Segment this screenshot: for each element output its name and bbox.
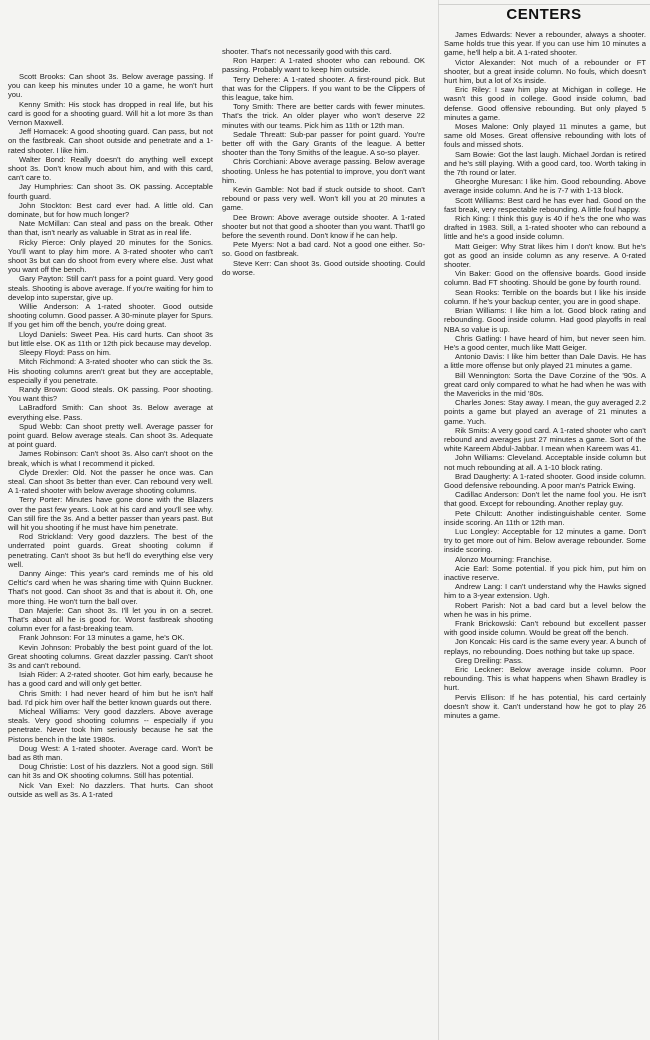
player-entry (444, 288, 646, 306)
player-comment: Pass. (503, 655, 523, 665)
player-entry (222, 157, 425, 185)
player-name: Kenny Smith: (19, 99, 66, 109)
player-name: Willie Anderson: (19, 302, 79, 312)
player-comment: Can shoot 3s. OK passing. Acceptable fourth guard. (8, 182, 213, 201)
player-entry (8, 744, 213, 762)
player-entry (222, 56, 425, 74)
player-comment: No dazzlers. That hurts. Can shoot outside as well as 3s. A 1-rated (8, 780, 213, 799)
player-name: Sleepy Floyd: (19, 348, 66, 358)
player-comment: Can shoot 3s. Good outside shooting. Could do worse. (222, 258, 425, 277)
player-entry (8, 385, 213, 403)
right-column (444, 30, 646, 1037)
player-entry (222, 213, 425, 241)
player-comment: A 1-rated shooter who can rebound. OK passing. Probably want to keep him outside. (222, 56, 425, 75)
player-name: Jeff Hornacek: (19, 127, 69, 137)
player-name: Nate McMillan: (19, 219, 71, 229)
player-name: Randy Brown: (19, 384, 68, 394)
player-name: Scott Brooks: (19, 72, 66, 81)
section-heading: CENTERS (506, 6, 582, 23)
player-name: Tony Smith: (233, 102, 274, 112)
player-entry (8, 72, 213, 100)
player-entry (8, 100, 213, 128)
player-name: Terry Dehere: (233, 74, 281, 84)
player-comment: Can steal and pass on the break. Other than that, isn't nearly as valuable in Strat as in real life. (8, 219, 213, 238)
player-name: Nick Van Exel: (19, 780, 75, 790)
player-comment: Only played 20 minutes for the Sonics. You'll want to play him more. A 3-rated shooter who can't shoot 3s but can do shoot from every where else. Just what you want off the bench. (8, 237, 213, 275)
player-name: Greg Dreiling: (455, 655, 502, 665)
player-comment: A 2-rated shooter. Got him early, because he has a good card and will only get better. (8, 670, 213, 689)
player-entry (444, 527, 646, 555)
player-entry (444, 564, 646, 582)
player-comment: Another indistinguishable center. Some inside scoring. An 11th or 12th man. (444, 508, 646, 527)
player-entry (222, 185, 425, 213)
player-comment: I like him a lot. Good block rating and rebounding. Good inside column. Had good playoffs in real NBA so value is up. (444, 306, 646, 334)
player-comment: Cleveland. Acceptable inside column but not much rebounding at all. A 1-10 block rating. (444, 453, 646, 472)
player-entry (8, 238, 213, 275)
player-name: Spud Webb: (19, 421, 63, 431)
player-entry (444, 426, 646, 454)
player-comment: Old. Not the passer he once was. Can steal. Can shoot 3s better than ever. Can rebound very well. A 1-rated shooter with below average shooting columns. (8, 467, 213, 496)
player-comment: Can shoot 3s. Below average at everything else. Pass. (8, 403, 213, 422)
player-entry (444, 582, 646, 600)
player-comment: His card is the same every year. A bunch of replays, no rebounding. Does nothing but take up space. (444, 637, 646, 656)
player-comment: Franchise. (516, 554, 552, 564)
player-entry (444, 371, 646, 399)
player-entry (444, 85, 646, 122)
player-name: Chris Gatling: (455, 333, 502, 343)
player-name: Bill Wennington: (455, 370, 511, 380)
player-name: Alonzo Mourning: (455, 554, 515, 564)
player-comment: Sweet Pea. His card hurts. Can shoot 3s but little else. OK as 11th or 12th pick because may develop. (8, 329, 213, 348)
heading-rule (438, 4, 650, 5)
player-entry (8, 643, 213, 671)
player-comment: Not a bad card but a level below the when he was in his prime. (444, 600, 646, 619)
player-name: Steve Kerr: (233, 258, 272, 268)
player-name: Frank Johnson: (19, 633, 72, 643)
player-entry (444, 656, 646, 665)
player-comment: Some potential. If you pick him, put him on inactive reserve. (444, 563, 646, 582)
player-entry (444, 306, 646, 334)
player-entry (444, 196, 646, 214)
player-comment: Probably the best point guard of the lot. Great shooting columns. Great dazzler passing. Can't shoot 3s and can't rebound. (8, 642, 213, 670)
player-entry (8, 274, 213, 302)
player-entry (8, 182, 213, 200)
player-name: Dan Majerle: (19, 605, 64, 615)
column-divider (438, 0, 439, 1040)
player-name: Rik Smits: (455, 425, 490, 435)
player-comment: Can shoot 3s. Below average passing. If you can keep his minutes under 10 a game, he won't hurt you. (8, 72, 213, 100)
player-entry (444, 398, 646, 426)
player-comment: I had never heard of him but he isn't half bad. I'd pick him over half the better known guards out there. (8, 688, 213, 707)
player-comment: Sub-par passer for point guard. You're better off with the Gary Grants of the league. A better shooter than the Tony Smiths of the league. A so-so player. (222, 129, 425, 158)
player-comment: A 1-rated shooter. A first-round pick. But that was for the Clippers. If you want to be the Clippers of this league, take him. (222, 74, 425, 103)
player-comment: Really doesn't do anything well except shoot 3s. Don't know much about him, and with this card, can't care to. (8, 154, 213, 183)
player-entry (444, 177, 646, 195)
player-entry (8, 495, 213, 532)
player-comment: Not much of a rebounder or FT shooter, but a great inside column. No fouls, which doesn't hurt him, but a lot of Xs inside. (444, 57, 646, 86)
player-name: Vin Baker: (455, 269, 492, 279)
player-comment: Good on the offensive boards. Good inside column. Bad FT shooting. Should be gone by fourth round. (444, 269, 646, 288)
player-entry (8, 330, 213, 348)
player-name: Walter Bond: (19, 154, 66, 164)
player-comment: I have heard of him, but never seen him. He's a good center, much like Matt Geiger. (444, 333, 646, 352)
player-entry (8, 689, 213, 707)
player-name: Jay Humphries: (19, 182, 74, 192)
player-name: Doug West: (19, 743, 61, 753)
player-entry (444, 122, 646, 150)
player-entry (8, 155, 213, 183)
player-entry (444, 214, 646, 242)
player-name: Matt Geiger: (455, 241, 498, 251)
player-entry (444, 352, 646, 370)
player-comment: Terrible on the boards but I like his inside column. If he's your backup center, you are in good shape. (444, 287, 646, 306)
player-name: Micheal Williams: (19, 707, 80, 717)
player-comment: Can shoot pretty well. Average passer for point guard. Below average steals. Can shoot 3s. Adequate at point guard. (8, 421, 213, 450)
player-name: Chris Corchiani: (233, 157, 288, 167)
player-comment: I can't understand why the Hawks signed him to a 3-year extension. Ugh. (444, 582, 646, 601)
player-entry (444, 601, 646, 619)
player-comment: A good shooting guard. Can pass, but not on the fastbreak. Can shoot outside and penetrate and a 1-rated shooter. I like him. (8, 127, 213, 155)
player-name: Eric Leckner: (455, 665, 504, 675)
player-comment: I like him. Good rebounding. Above average inside column. And he is 7-7 with 1-13 block. (444, 177, 646, 196)
player-comment: Never a rebounder, always a shooter. Same holds true this year. If you can use him 10 minutes a game, he'll help a bit. A 1-rated shooter. (444, 30, 646, 58)
player-entry (444, 665, 646, 693)
player-comment: I saw him play at Michigan in college. He wasn't this good in college. Good inside column, bad defense. Good offensive rebounding. But only played 5 minutes a game. (444, 85, 646, 122)
middle-column (222, 47, 425, 377)
player-comment: A very good card. A 1-rated shooter who can't rebound and averages just 27 minutes a game. Sort of the white Kareem Abdul-Jabbar. I mean when Kareem was 41. (444, 425, 646, 454)
player-entry (8, 781, 213, 799)
player-comment: Still can't pass for a point guard. Very good steals. Shooting is above average. If you're waiting for him to develop into superstar, give up. (8, 274, 213, 302)
player-comment: Why Strat likes him I don't know. But he's got as good an inside column as any reserve. A 0-rated shooter. (444, 241, 646, 270)
player-name: Andrew Lang: (455, 582, 503, 592)
player-comment: A 1-rated shooter. Good inside column. Good defensive rebounding. A poor man's Patrick Ewing. (444, 471, 646, 490)
player-comment: shooter. That's not necessarily good with this card. (222, 47, 392, 56)
player-name: James Robinson: (19, 449, 79, 459)
player-comment: Sorta the Dave Corzine of the '90s. A great card only compared to what he had when he was with the Mavericks in the mid '80s. (444, 370, 646, 398)
player-entry (8, 357, 213, 385)
player-comment: A 1-rated shooter. Average card. Won't be bad as 8th man. (8, 743, 213, 763)
player-entry (8, 532, 213, 569)
player-entry (8, 219, 213, 237)
player-name: Isiah Rider: (19, 670, 58, 680)
player-name: Pervis Ellison: (455, 692, 506, 702)
player-entry (8, 201, 213, 219)
player-comment: Can't rebound but excellent passer with good inside column. Would be great off the bench. (444, 619, 646, 638)
player-name: Jon Koncak: (455, 637, 497, 647)
player-comment: Above average outside shooter. A 1-rated shooter but not that good a shooter than you want. That'll go before the seventh round. Don't know if he can help. (222, 212, 425, 241)
player-entry (222, 259, 425, 277)
player-name: Dee Brown: (233, 212, 275, 222)
player-entry (222, 130, 425, 158)
player-entry (8, 762, 213, 780)
player-name: Lloyd Daniels: (19, 329, 68, 339)
player-comment: A 1-rated shooter. Good outside shooting column. Good passer. A 30-minute player for Spurs. If you get him off the bench, you're doing great. (8, 302, 213, 330)
player-entry (444, 30, 646, 58)
player-name: Terry Porter: (19, 495, 63, 505)
player-entry (8, 569, 213, 606)
player-entry (444, 619, 646, 637)
player-comment: A 3-rated shooter who can stick the 3s. His shooting columns aren't great but they are acceptable, especially if you penetrate. (8, 357, 213, 385)
player-name: Kevin Johnson: (19, 642, 72, 652)
player-comment: Best card he has ever had. Good on the fast break, very respectable rebounding. A little foul happy. (444, 195, 646, 214)
player-comment: His stock has dropped in real life, but his card is good for a shooting guard. Will hit a lot more 3s than Vernon Maxwell. (8, 99, 213, 128)
player-name: Gary Payton: (19, 274, 64, 284)
player-comment: Not a bad card. Not a good one either. So-so. Good on fastbreak. (222, 240, 425, 259)
player-name: Ron Harper: (233, 56, 277, 66)
player-entry (222, 240, 425, 258)
player-entry (8, 606, 213, 634)
player-entry (8, 633, 213, 642)
player-name: Frank Brickowski: (455, 619, 517, 628)
player-entry (444, 637, 646, 655)
player-entry (8, 449, 213, 467)
player-entry (444, 58, 646, 86)
player-name: Eric Riley: (455, 85, 491, 95)
player-comment: There are better cards with fewer minutes. That's the trick. An older player who won't deserve 22 minutes with our teams. Pick him as 11th or 12th man. (222, 102, 425, 130)
player-comment: Above average passing. Below average shooting. Unless he has potential to improve, you don't want him. (222, 157, 425, 185)
player-entry (444, 509, 646, 527)
player-name: Moses Malone: (455, 122, 509, 132)
player-entry (8, 302, 213, 330)
player-entry (8, 403, 213, 421)
player-name: Antonio Davis: (455, 352, 505, 362)
player-entry (8, 468, 213, 496)
player-comment: If he has potential, his card certainly doesn't show it. Can't understand how he got to play 26 minutes a game. (444, 692, 646, 721)
player-entry (444, 242, 646, 270)
player-name: Pete Chilcutt: (455, 508, 503, 518)
player-entry (444, 490, 646, 508)
player-comment: Acceptable for 12 minutes a game. Don't try to get more out of him. Below average rebounder. Some inside scoring. (444, 526, 646, 555)
player-comment: For 13 minutes a game, he's OK. (73, 633, 185, 643)
player-comment: Got the last laugh. Michael Jordan is retired and he's still playing. With a good card, too. Worth taking in the 7th round or later. (444, 149, 646, 178)
player-name: Ricky Pierce: (19, 237, 66, 247)
player-entry (8, 422, 213, 450)
left-column (8, 72, 213, 1037)
player-entry (444, 555, 646, 564)
player-entry (444, 693, 646, 721)
player-entry (8, 670, 213, 688)
player-name: Scott Williams: (455, 195, 506, 205)
player-comment: This year's card reminds me of his old Celtic's card when he was sharing time with Quinn Buckner. That's not good. Can shoot 3s and that is about it. Oh, one more thing. He won't turn the ball over. (8, 568, 213, 606)
player-comment: Below average inside column. Poor rebounding. This is what happens when Shawn Bradley is hurt. (444, 665, 646, 693)
player-name: Cadillac Anderson: (455, 490, 520, 500)
player-name: Danny Ainge: (19, 568, 67, 578)
player-entry (444, 453, 646, 471)
player-name: Pete Myers: (233, 240, 275, 250)
player-comment: Good steals. OK passing. Poor shooting. You want this? (8, 384, 213, 404)
player-name: Clyde Drexler: (19, 467, 69, 477)
player-name: John Williams: (455, 453, 505, 463)
player-entry (8, 127, 213, 155)
player-name: Brad Daugherty: (455, 471, 511, 481)
player-comment: Can't shoot 3s. Also can't shoot on the break, which is what I recommend it picked. (8, 449, 213, 468)
player-comment: I like him better than Dale Davis. He has a little more offense but only played 21 minutes a game. (444, 352, 646, 371)
player-name: Victor Alexander: (455, 57, 516, 67)
player-entry (222, 75, 425, 103)
player-entry (8, 707, 213, 744)
player-name: Rich King: (455, 214, 491, 224)
player-comment: Best card ever had. A little old. Can dominate, but for how much longer? (8, 200, 213, 220)
player-comment: Stay away. I mean, the guy averaged 2.2 points a game but played an average of 21 minutes a game. Yuch. (444, 398, 646, 426)
player-entry (444, 150, 646, 178)
player-comment: Very good dazzlers. Above average steals. Very good shooting columns -- especially if you penetrate. Never took him seriously because he sat the Pistons bench in the late 1980s. (8, 707, 213, 744)
player-name: Robert Parish: (455, 600, 506, 610)
player-name: John Stockton: (19, 200, 72, 210)
player-comment: Only played 11 minutes a game, but same old Moses. Great offensive rebounding with lots of fouls and missed shots. (444, 122, 646, 150)
player-entry (444, 472, 646, 490)
player-name: LaBradford Smith: (19, 403, 84, 413)
player-entry (8, 348, 213, 357)
player-name: James Edwards: (455, 30, 513, 39)
player-name: Mitch Richmond: (19, 357, 77, 367)
player-comment: Pass on him. (67, 348, 112, 358)
player-entry (444, 334, 646, 352)
player-name: Chris Smith: (19, 688, 62, 698)
player-name: Sam Bowie: (455, 149, 496, 159)
player-name: Kevin Gamble: (233, 185, 284, 195)
player-comment: I think this guy is 40 if he's the one who was drafted in 1983. Still, a 1-rated shooter who can rebound a little and he's a good inside column. (444, 214, 646, 242)
player-entry (444, 269, 646, 287)
player-comment: Don't let the name fool you. He isn't that good. Except for rebounding. Another replay guy. (444, 490, 646, 509)
player-name: Brian Williams: (455, 306, 507, 316)
player-name: Luc Longley: (455, 526, 500, 536)
player-comment: Lost of his dazzlers. Not a good sign. Still can hit 3s and OK shooting columns. Still has potential. (8, 762, 213, 781)
player-name: Charles Jones: (455, 398, 506, 408)
player-name: Acie Earl: (455, 563, 489, 573)
player-comment: Not bad if stuck outside to shoot. Can't rebound or pass very well. Won't kill you at 20 minutes a game. (222, 185, 425, 213)
player-comment: Very good dazzlers. The best of the underrated point guards. Great shooting column if penetrating. Can't shoot 3s but he'll do everything else very well. (8, 532, 213, 569)
player-entry (222, 102, 425, 130)
player-name: Sedale Threatt: (233, 129, 287, 139)
player-comment: Minutes have gone done with the Blazers over the past few years. Look at his card and you'll see why. Can still fire the 3s. And a better passer than years past. But will hit you shooting if he must have him penetrate. (8, 495, 213, 532)
player-name: Rod Strickland: (19, 532, 74, 542)
player-name: Sean Rooks: (455, 287, 500, 297)
player-entry (222, 47, 425, 56)
player-name: Doug Christie: (19, 762, 68, 772)
player-name: Gheorghe Muresan: (455, 177, 523, 187)
player-comment: Can shoot 3s. I'll let you in on a secret. That's about all he is good for. Worst fastbreak shooting column ever for a fast-breaking team. (8, 605, 213, 634)
